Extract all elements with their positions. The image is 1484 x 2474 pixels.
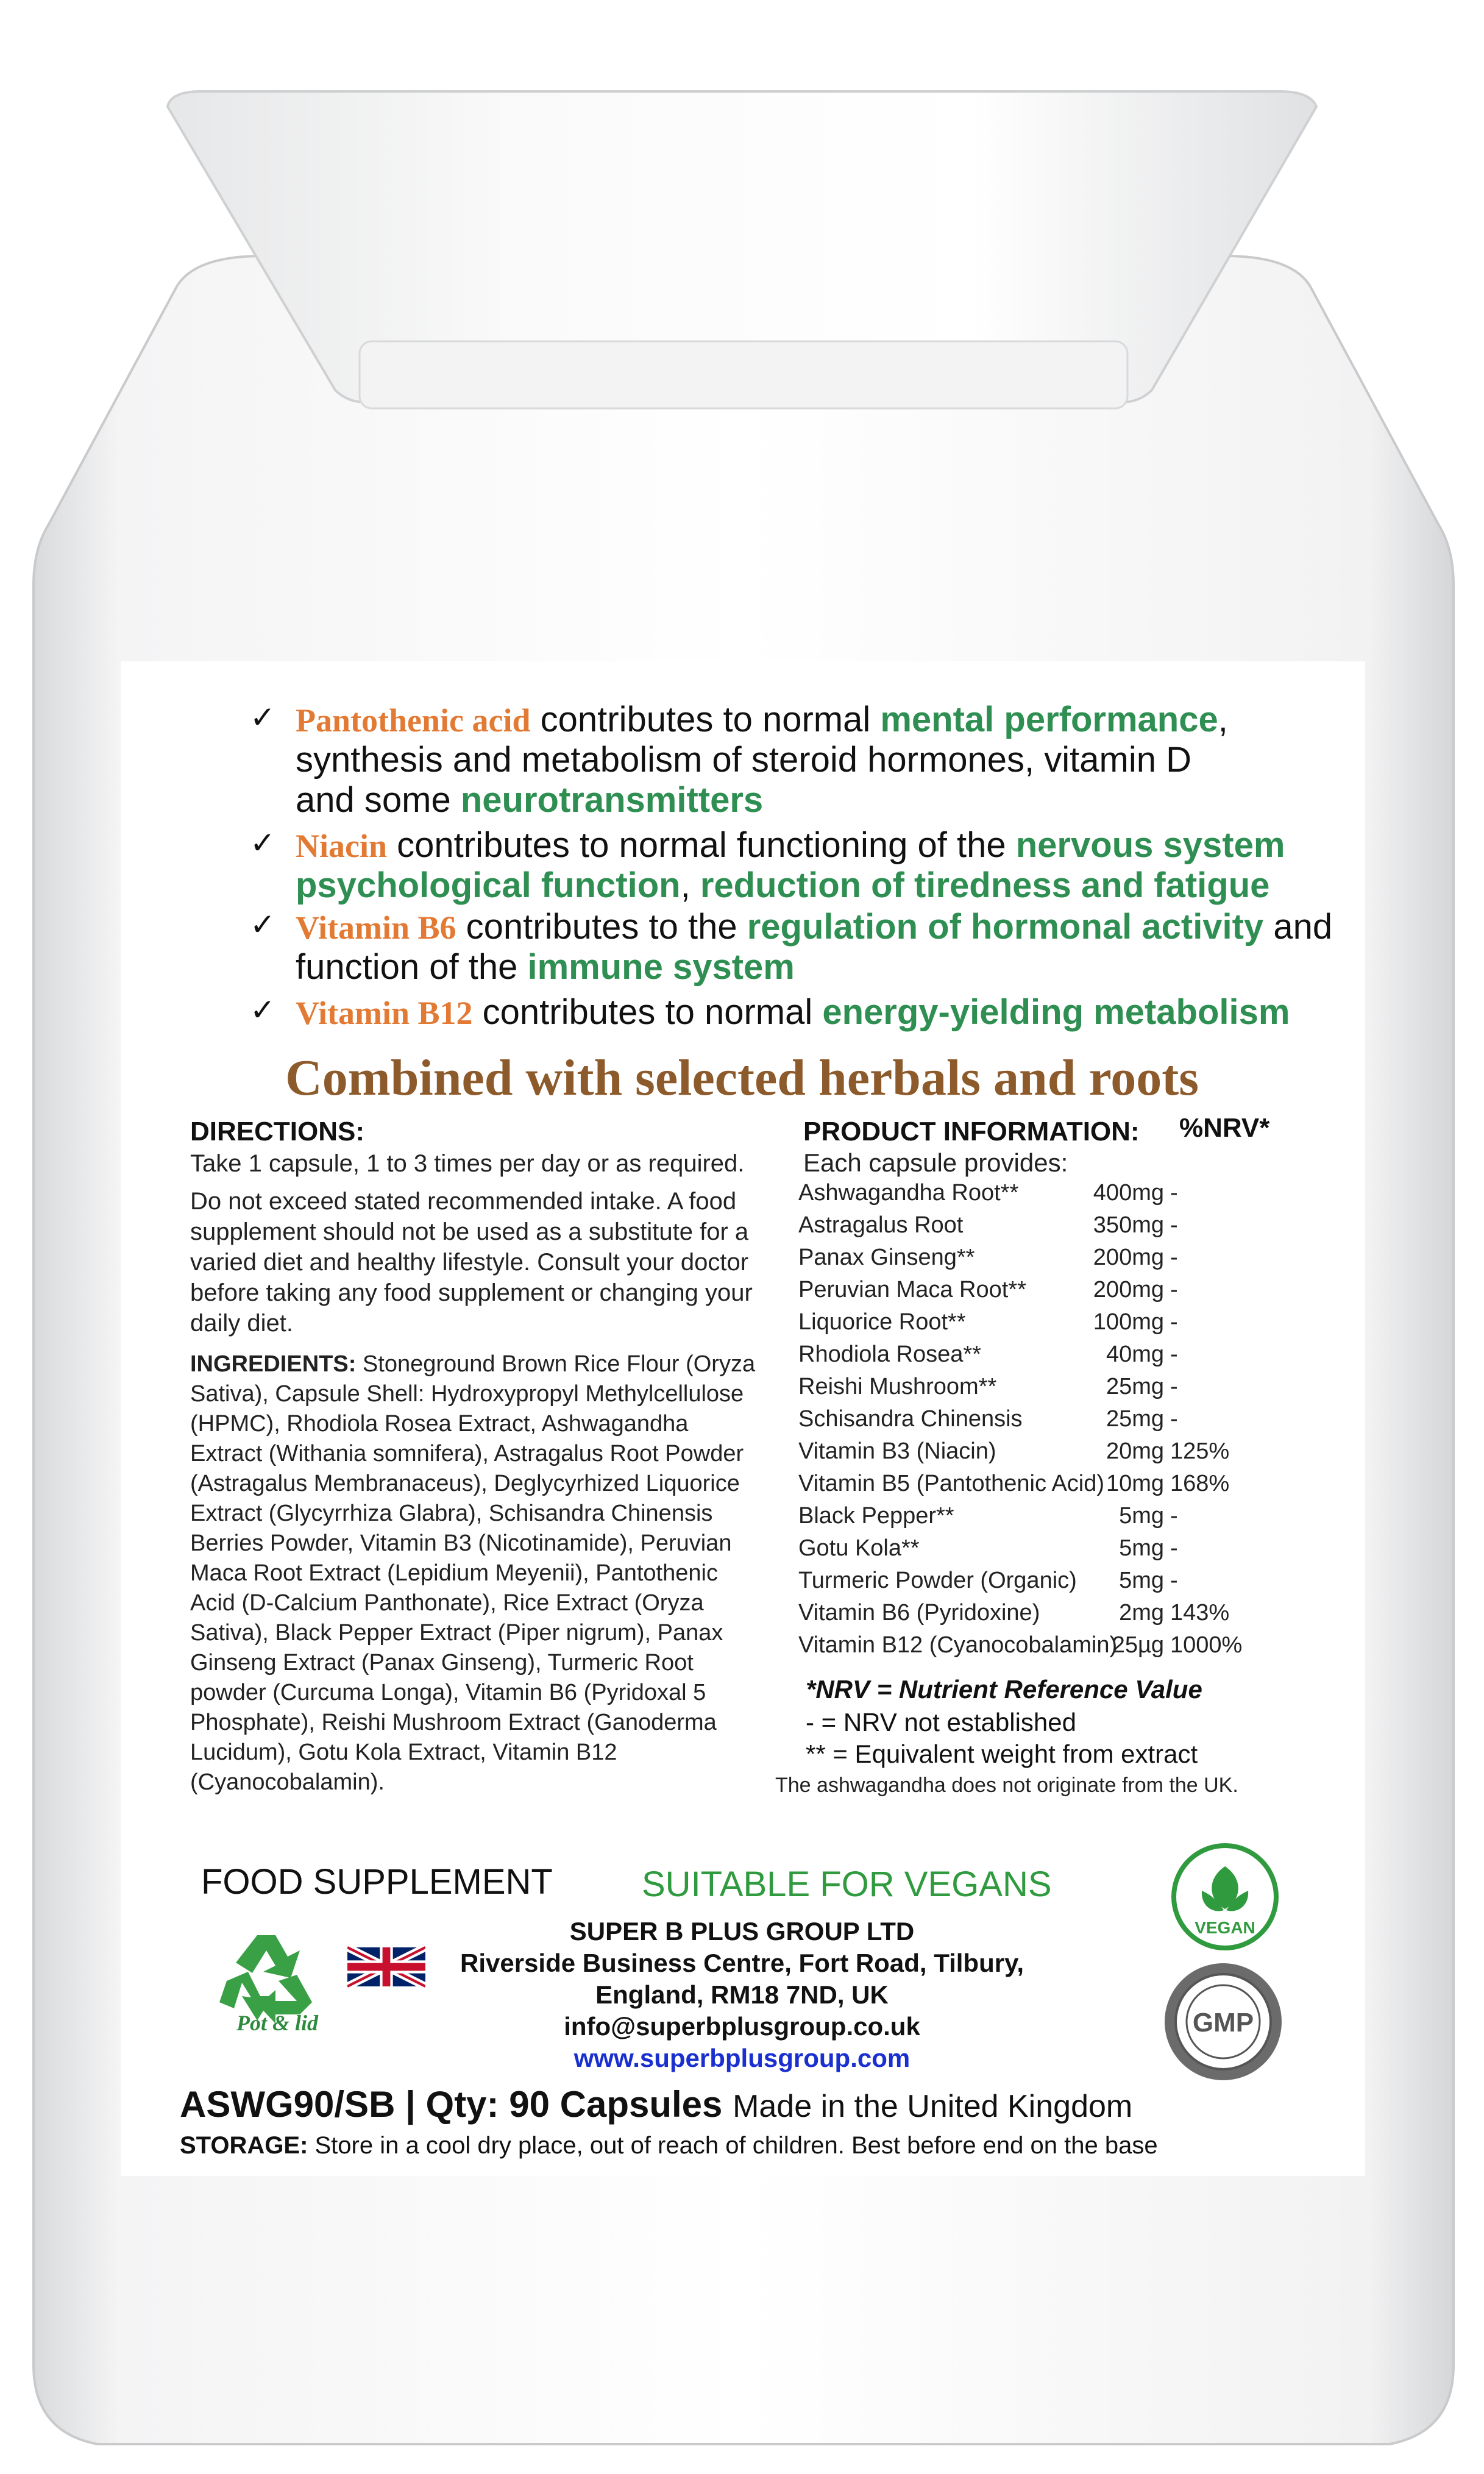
benefit-line: Pantothenic acid contributes to normal mental performance, [296, 700, 1228, 739]
nutrient-name: Reishi Mushroom** [798, 1374, 997, 1399]
nutrient-amount: 40mg [1106, 1342, 1164, 1367]
nutrient-nrv: - [1170, 1180, 1178, 1206]
benefit-line: function of the immune system [296, 947, 795, 987]
nutrient-amount: 5mg [1119, 1535, 1164, 1561]
warning-line: varied diet and healthy lifestyle. Consult your doctor [190, 1249, 749, 1276]
nutrient-amount: 5mg [1119, 1503, 1164, 1529]
nutrient-row [798, 1374, 1298, 1406]
nutrient-nrv: 1000% [1170, 1632, 1243, 1658]
nutrient-nrv: - [1170, 1309, 1178, 1335]
nutrient-amount: 10mg [1106, 1471, 1164, 1496]
email-text: info@superbplusgroup.co.uk [564, 2012, 920, 2041]
nutrient-nrv: - [1170, 1406, 1178, 1432]
storage-label: STORAGE: [180, 2132, 308, 2159]
benefit-line: and some neurotransmitters [296, 780, 764, 820]
check-icon: ✓ [250, 993, 275, 1027]
directions-heading: DIRECTIONS: [190, 1117, 364, 1146]
warning-line: Do not exceed stated recommended intake. A food [190, 1188, 737, 1215]
website-link: www.superbplusgroup.com [573, 2044, 911, 2072]
herbals-heading: Combined with selected herbals and roots [285, 1050, 1199, 1106]
check-icon: ✓ [250, 908, 275, 942]
nutrient-row [798, 1277, 1298, 1309]
nutrient-row [798, 1245, 1298, 1276]
nutrient-amount: 2mg [1119, 1600, 1164, 1626]
origin-note: The ashwagandha does not originate from the UK. [775, 1774, 1238, 1797]
nutrient-row [798, 1406, 1298, 1438]
product-info-heading: PRODUCT INFORMATION: [803, 1117, 1140, 1146]
warning-line: before taking any food supplement or changing your [190, 1279, 753, 1306]
nutrient-nrv: - [1170, 1535, 1178, 1561]
nutrient-nrv: - [1170, 1245, 1178, 1270]
nutrient-nrv: - [1170, 1277, 1178, 1303]
code-line [180, 2083, 1132, 2125]
nutrient-name: Rhodiola Rosea** [798, 1342, 981, 1367]
vegan-badge-icon [1170, 1842, 1280, 1952]
nutrient-name: Vitamin B5 (Pantothenic Acid) [798, 1471, 1105, 1496]
warning-line: supplement should not be used as a substitute for a [190, 1218, 749, 1245]
nutrient-amount: 200mg [1093, 1245, 1164, 1270]
nutrient-row [798, 1309, 1298, 1341]
check-icon: ✓ [250, 826, 275, 860]
nutrient-nrv: - [1170, 1568, 1178, 1593]
nutrient-row [798, 1535, 1298, 1567]
nutrient-amount: 25mg [1106, 1406, 1164, 1432]
nutrient-name: Panax Ginseng** [798, 1245, 975, 1270]
nutrient-nrv: - [1170, 1342, 1178, 1367]
nutrient-amount: 350mg [1093, 1212, 1164, 1238]
nutrient-name: Pantothenic acid [296, 702, 531, 739]
legend-line: - = NRV not established [806, 1708, 1076, 1736]
nutrient-name: Vitamin B6 [296, 909, 456, 946]
legend-line: ** = Equivalent weight from extract [806, 1740, 1198, 1768]
nutrient-row [798, 1212, 1298, 1244]
nutrient-nrv: 143% [1170, 1600, 1230, 1626]
nutrient-amount: 200mg [1093, 1277, 1164, 1303]
nutrient-row [798, 1471, 1298, 1502]
nutrient-row [798, 1180, 1298, 1212]
nutrient-nrv: 168% [1170, 1471, 1230, 1496]
gmp-badge-icon [1161, 1960, 1286, 2085]
nutrient-amount: 25µg [1112, 1632, 1164, 1658]
nutrient-nrv: - [1170, 1374, 1178, 1399]
nutrient-amount: 20mg [1106, 1438, 1164, 1464]
company-name: SUPER B PLUS GROUP LTD [569, 1917, 915, 1946]
address-line: Riverside Business Centre, Fort Road, Tilbury, [460, 1949, 1024, 1977]
nutrient-row [798, 1568, 1298, 1599]
nutrient-name: Turmeric Powder (Organic) [798, 1568, 1077, 1593]
nutrient-nrv: 125% [1170, 1438, 1230, 1464]
product-image: ✓ Pantothenic acid contributes to normal mental performance, synthesis and metabolism of steroid hormones, vitamin D and some neurotransmitters ✓ Niacin contributes to normal functioning of the nervous system psychological function, reduction of tiredness and fatigue ✓ Vitamin B6 contributes to the regulation of hormonal activity and function of the immune system ✓ Vitamin B12 contributes to normal energy-yielding metabolism Combined with selected herbals and roots DIRECTIONS: Take 1 capsule, 1 to 3 times per day or as required. Do not exceed stated recommended intake. A food supplement should not be used as a substitute for a varied diet and healthy lifestyle. Consult your doctor before taking any food supplement or changing your daily diet. INGREDIENTS: Stoneground Brown Rice Flour (Oryza Sativa), Capsule Shell: Hydroxypropyl Methylcellulose (HPMC), Rhodiola Rosea Extract, Ashwagandha Extract (Withania somnifera), Astragalus Root Powder (Astragalus Membranaceus), Deglycyrhized Liquorice Extract (Glycyrrhiza Glabra), Schisandra Chinensis Berries Powder, Vitamin B3 (Nicotinamide), Peruvian Maca Root Extract (Lepidium Meyenii), Pantothenic Acid (D-Calcium Panthonate), Rice Extract (Oryza Sativa), Black Pepper Extract (Piper nigrum), Panax Ginseng Extract (Panax Ginseng), Turmeric Root powder (Curcuma Longa), Vitamin B6 (Pyridoxal 5 Phosphate), Reishi Mushroom Extract (Ganoderma Lucidum), Gotu Kola Extract, Vitamin B12 (Cyanocobalamin). PRODUCT INFORMATION: %NRV* Each capsule provides: Ashwagandha Root** 400mg - Astragalus Root 350mg - Panax Ginseng** 200mg - Peruvian Maca Root** 200mg - Liquorice Root** 100mg - Rhodiola Rosea** 40mg - Reishi Mushroom** 25mg - Schisandra Chinensis 25mg - Vitamin B3 (Niacin) 20mg 125% Vitamin B5 (Pantothenic Acid) 10mg 168% Black Pepper** 5mg - Gotu Kola** 5mg - Turmeric Powder (Organic) 5mg - Vitamin B6 (Pyridoxine) 2mg 143% Vitamin B12 (Cyanocobalamin) 25µg 1000% *NRV = Nutrient Reference Value - = NRV not established ** = Equivalent weight from extract The ashwagandha does not originate from the UK. FOOD SUPPLEMENT SUITABLE FOR VEGANS Pot & lid SUPER B PLUS GROUP LTD Riverside Business Centre, Fort Road, Tilbury, England, RM18 7ND, UK info@superbplusgroup.co.uk www.superbplusgroup.com VEGAN GMP ASWG90/SB | Qty: 90 Capsules Made in the United Kingdom STORAGE: Store in a cool dry place, out of reach of children. Best before end on the base [0, 0, 1484, 2474]
nutrient-name: Liquorice Root** [798, 1309, 966, 1335]
pot-lid-label: Pot & lid [236, 2011, 318, 2035]
provides-label: Each capsule provides: [803, 1148, 1068, 1177]
nutrient-name: Gotu Kola** [798, 1535, 920, 1561]
nutrient-amount: 5mg [1119, 1568, 1164, 1593]
check-icon: ✓ [250, 700, 275, 734]
nutrient-name: Black Pepper** [798, 1503, 954, 1529]
nrv-note: *NRV = Nutrient Reference Value [806, 1675, 1202, 1704]
benefit-line: Vitamin B6 contributes to the regulation of hormonal activity and [296, 907, 1333, 947]
nutrient-name: Peruvian Maca Root** [798, 1277, 1026, 1303]
food-supplement-label: FOOD SUPPLEMENT [201, 1862, 553, 1902]
nutrient-row [798, 1438, 1298, 1470]
storage-line [180, 2132, 1158, 2159]
nutrient-name: Niacin [296, 828, 388, 864]
directions-text: Take 1 capsule, 1 to 3 times per day or as required. [190, 1150, 745, 1177]
benefit-line: psychological function, reduction of tiredness and fatigue [296, 866, 1270, 905]
nutrient-name: Vitamin B3 (Niacin) [798, 1438, 996, 1464]
nutrient-name: Vitamin B12 (Cyanocobalamin) [798, 1632, 1118, 1658]
product-code: ASWG90/SB | Qty: 90 Capsules [180, 2084, 723, 2125]
nutrient-name: Vitamin B6 (Pyridoxine) [798, 1600, 1040, 1626]
benefit-line: Niacin contributes to normal functioning of the nervous system [296, 825, 1285, 865]
nutrient-amount: 100mg [1093, 1309, 1164, 1335]
nutrient-name: Ashwagandha Root** [798, 1180, 1019, 1206]
nutrient-nrv: - [1170, 1212, 1178, 1238]
address-line: England, RM18 7ND, UK [595, 1980, 889, 2009]
nutrient-nrv: - [1170, 1503, 1178, 1529]
nrv-header: %NRV* [1179, 1113, 1270, 1143]
nutrient-name: Vitamin B12 [296, 995, 473, 1031]
benefit-line: synthesis and metabolism of steroid hormones, vitamin D [296, 740, 1191, 780]
nutrient-row [798, 1503, 1298, 1535]
vegan-badge-text: VEGAN [1195, 1918, 1255, 1937]
storage-text: Store in a cool dry place, out of reach of children. Best before end on the base [308, 2132, 1158, 2159]
made-in-label: Made in the United Kingdom [733, 2089, 1133, 2124]
nutrient-name: Astragalus Root [798, 1212, 964, 1238]
warning-line: daily diet. [190, 1310, 293, 1337]
nutrient-amount: 400mg [1093, 1180, 1164, 1206]
nutrient-row [798, 1342, 1298, 1373]
nutrient-row [798, 1632, 1298, 1664]
suitable-for-vegans: SUITABLE FOR VEGANS [642, 1864, 1052, 1904]
benefit-line: Vitamin B12 contributes to normal energy-yielding metabolism [296, 992, 1290, 1032]
ingredients-label: INGREDIENTS: [190, 1351, 357, 1377]
nutrient-amount: 25mg [1106, 1374, 1164, 1399]
nutrient-name: Schisandra Chinensis [798, 1406, 1023, 1432]
nutrient-row [798, 1600, 1298, 1632]
gmp-badge-text: GMP [1192, 2008, 1254, 2038]
